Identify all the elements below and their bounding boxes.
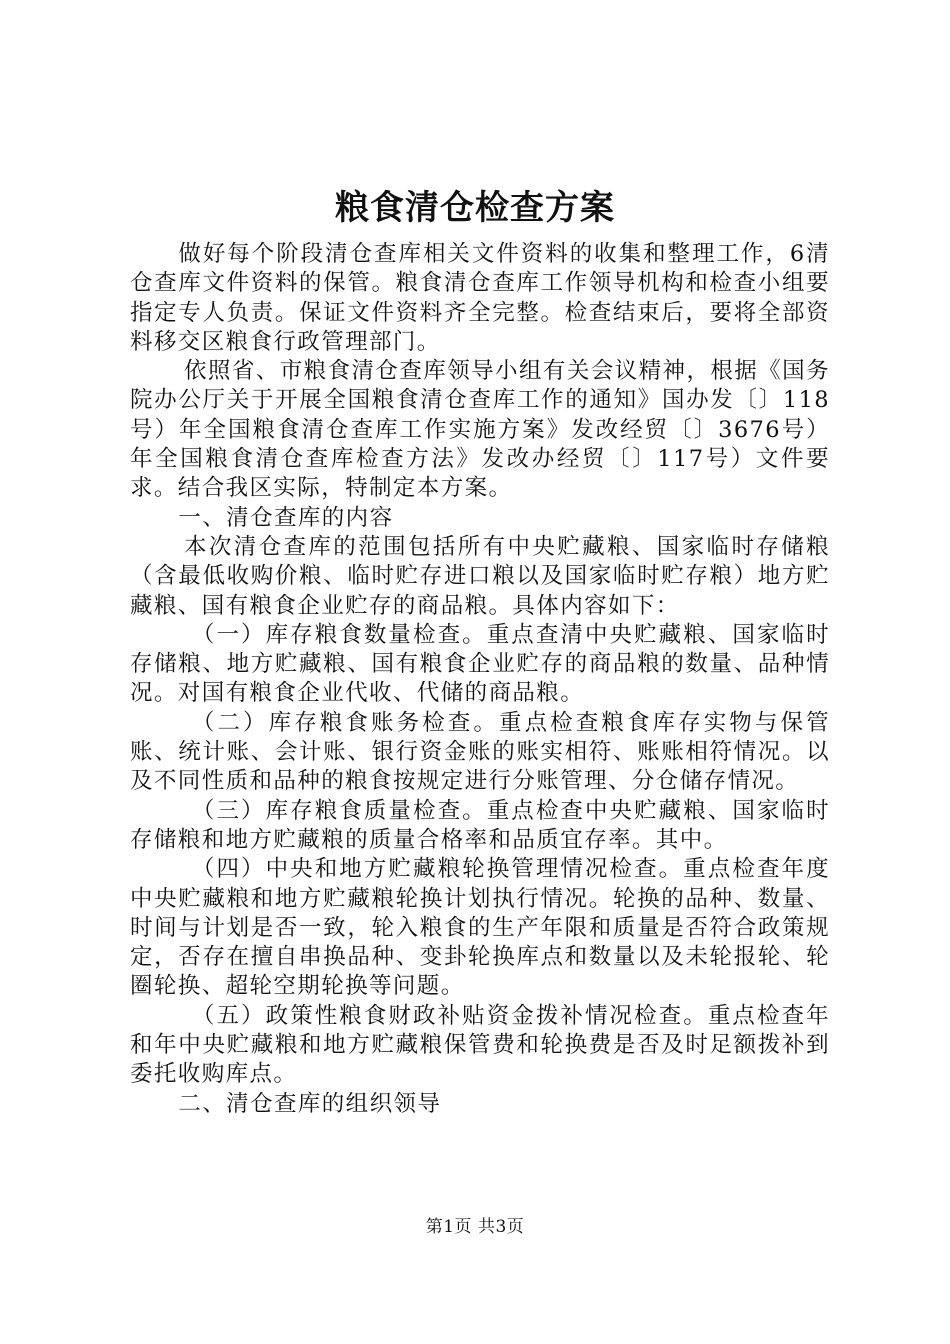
paragraph-item-3-quality: （三）库存粮食质量检查。重点检查中央贮藏粮、国家临时存储粮和地方贮藏粮的质量合格率和品质宜存率。其中。 <box>130 797 830 853</box>
paragraph-item-1-quantity: （一）库存粮食数量检查。重点查清中央贮藏粮、国家临时存储粮、地方贮藏粮、国有粮食企业贮存的商品粮的数量、品种情况。对国有粮食企业代收、代储的商品粮。 <box>130 621 830 707</box>
paragraph-scope: 本次清仓查库的范围包括所有中央贮藏粮、国家临时存储粮（含最低收购价粮、临时贮存进口粮以及国家临时贮存粮）地方贮藏粮、国有粮食企业贮存的商品粮。具体内容如下： <box>130 533 830 619</box>
paragraph-item-4-rotation: （四）中央和地方贮藏粮轮换管理情况检查。重点检查年度中央贮藏粮和地方贮藏粮轮换计划执行情况。轮换的品种、数量、时间与计划是否一致，轮入粮食的生产年限和质量是否符合政策规定，否存在擅自串换品种、变卦轮换库点和数量以及未轮报轮、轮圈轮换、超轮空期轮换等问题。 <box>130 856 830 1000</box>
paragraph-item-5-subsidy: （五）政策性粮食财政补贴资金拨补情况检查。重点检查年和年中央贮藏粮和地方贮藏粮保管费和轮换费是否及时足额拨补到委托收购库点。 <box>130 1002 830 1088</box>
section-heading-organization: 二、清仓查库的组织领导 <box>178 1090 442 1117</box>
paragraph-item-2-accounts: （二）库存粮食账务检查。重点检查粮食库存实物与保管账、统计账、会计账、银行资金账的账实相符、账账相符情况。以及不同性质和品种的粮食按规定进行分账管理、分仓储存情况。 <box>130 709 830 795</box>
paragraph-document-archiving: 做好每个阶段清仓查库相关文件资料的收集和整理工作，6清仓查库文件资料的保管。粮食清仓查库工作领导机构和检查小组要指定专人负责。保证文件资料齐全完整。检查结束后，要将全部资料移交区粮食行政管理部门。 <box>130 241 830 355</box>
document-title: 粮食清仓检查方案 <box>335 188 615 228</box>
page-footer: 第1页 共3页 <box>425 1217 525 1237</box>
paragraph-basis: 依照省、市粮食清仓查库领导小组有关会议精神，根据《国务院办公厅关于开展全国粮食清仓查库工作的通知》国办发〔〕118号）年全国粮食清仓查库工作实施方案》发改经贸〔〕3676号）年全国粮食清仓查库检查方法》发改办经贸〔〕117号）文件要求。结合我区实际，特制定本方案。 <box>130 358 830 502</box>
section-heading-content: 一、清仓查库的内容 <box>178 504 394 531</box>
document-body <box>130 240 830 1119</box>
